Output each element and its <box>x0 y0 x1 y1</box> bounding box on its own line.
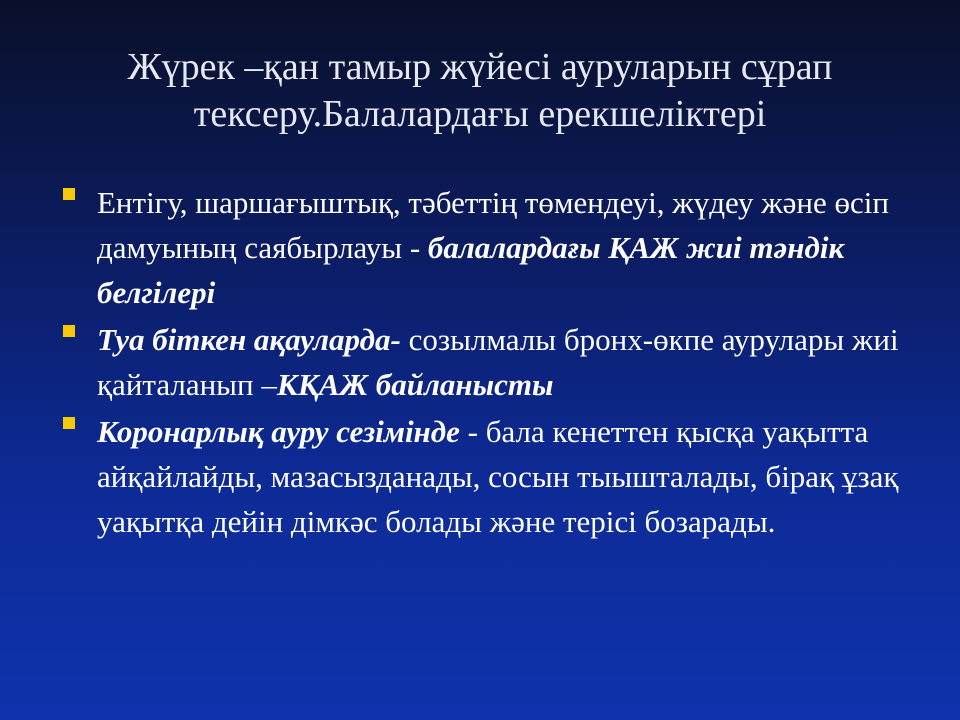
bullet-item-3 <box>60 409 900 544</box>
square-bullet-icon <box>63 417 75 429</box>
slide-title-line-2: тексеру.Балалардағы ерекшеліктері <box>193 93 767 135</box>
square-bullet-icon <box>63 325 75 337</box>
bullet-2-emphasis-lead: Туа біткен ақауларда- <box>97 322 401 357</box>
bullet-2-emphasis-tail: КҚАЖ байланысты <box>276 367 554 402</box>
bullet-1-emphasis: балалардағы ҚАЖ жиі тәндік белгілері <box>97 230 845 310</box>
bullet-3-text: - бала кенеттен қысқа уақытта айқайлайды, мазасызданады, сосын тыышталады, бірақ ұзақ уақытқа дейін дімкәс болады және терісі бозарады. <box>97 414 899 539</box>
slide-title-line-1: Жүрек –қан тамыр жүйесі ауруларын сұрап <box>127 46 833 88</box>
bullet-1-text: Ентігу, шаршағыштық, тәбеттің төмендеуі, жүдеу және өсіп дамуының саябырлауы - <box>97 185 889 265</box>
bullet-list <box>60 180 900 546</box>
bullet-3-emphasis: Коронарлық ауру сезімінде <box>97 414 460 449</box>
bullet-item-1 <box>60 180 900 315</box>
bullet-item-2 <box>60 317 900 407</box>
bullet-2-text: созылмалы бронх-өкпе аурулары жиі қайталанып – <box>97 322 899 402</box>
square-bullet-icon <box>63 188 75 200</box>
slide-title <box>40 44 920 138</box>
